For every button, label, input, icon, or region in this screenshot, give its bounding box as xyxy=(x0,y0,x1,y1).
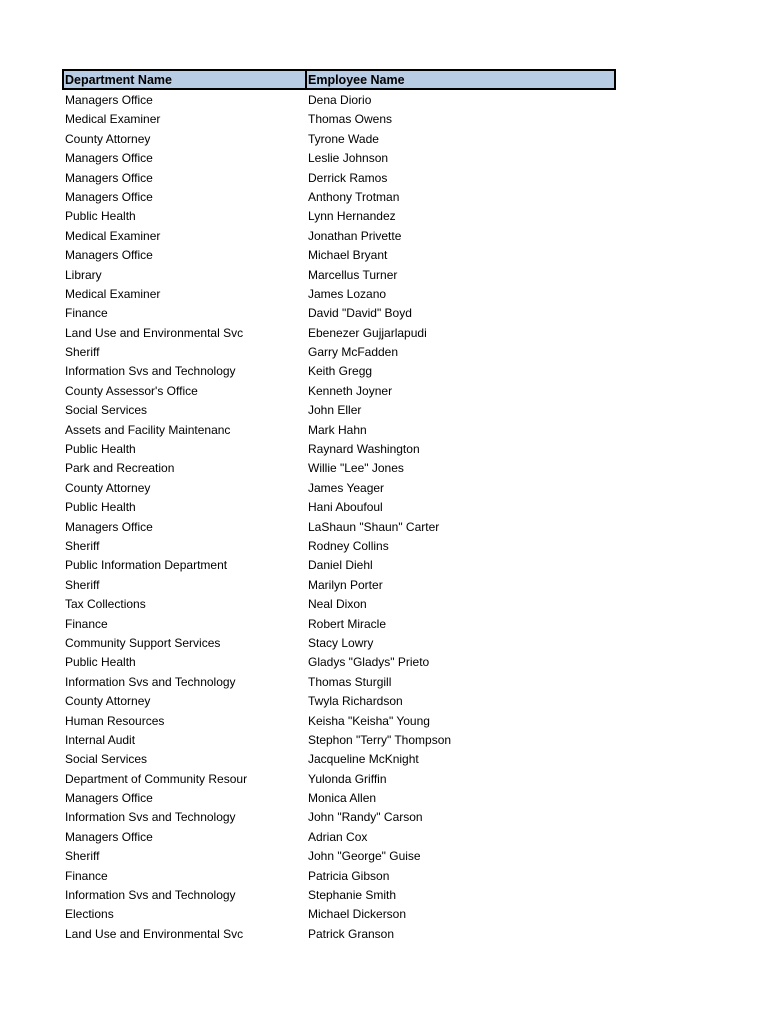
table-row xyxy=(62,246,616,265)
department-cell[interactable]: Social Services xyxy=(65,752,148,767)
table-row xyxy=(62,750,616,769)
employee-cell[interactable]: Neal Dixon xyxy=(308,597,367,612)
table-row xyxy=(62,421,616,440)
employee-cell[interactable]: Raynard Washington xyxy=(308,442,420,457)
department-cell[interactable]: Human Resources xyxy=(65,713,165,728)
table-row xyxy=(62,285,616,304)
table-row xyxy=(62,886,616,905)
employee-cell[interactable]: Stephon "Terry" Thompson xyxy=(308,732,452,747)
employee-cell[interactable]: Dena Diorio xyxy=(308,93,372,107)
table-row xyxy=(62,653,616,672)
employee-cell[interactable]: John "Randy" Carson xyxy=(308,810,423,825)
table-row xyxy=(62,169,616,188)
department-cell[interactable]: Finance xyxy=(65,616,108,631)
table-row xyxy=(62,770,616,789)
table-row xyxy=(62,362,616,381)
department-cell[interactable]: Sheriff xyxy=(65,538,100,553)
department-cell[interactable]: Managers Office xyxy=(65,519,153,534)
department-cell[interactable]: Internal Audit xyxy=(65,732,136,747)
table-row xyxy=(62,712,616,731)
department-cell[interactable]: Assets and Facility Maintenanc xyxy=(65,422,231,437)
table-row xyxy=(62,498,616,517)
department-cell[interactable]: Managers Office xyxy=(65,791,153,806)
employee-cell[interactable]: Michael Bryant xyxy=(308,248,388,263)
department-cell[interactable]: Managers Office xyxy=(65,829,153,844)
department-cell[interactable]: Finance xyxy=(65,306,108,321)
table-row xyxy=(62,266,616,285)
employee-cell[interactable]: Thomas Sturgill xyxy=(308,674,392,689)
employee-cell[interactable]: Yulonda Griffin xyxy=(308,771,387,786)
table-row xyxy=(62,149,616,168)
employee-cell[interactable]: David "David" Boyd xyxy=(308,306,412,321)
column-header-department[interactable]: Department Name xyxy=(64,71,307,88)
employee-cell[interactable]: Monica Allen xyxy=(308,791,377,806)
table-row xyxy=(62,537,616,556)
department-cell[interactable]: Elections xyxy=(65,907,114,922)
employee-cell[interactable]: John Eller xyxy=(308,403,362,418)
table-row xyxy=(62,867,616,886)
employee-cell[interactable]: Leslie Johnson xyxy=(308,151,389,166)
employee-cell[interactable]: Garry McFadden xyxy=(308,345,399,360)
table-row xyxy=(62,673,616,692)
department-cell[interactable]: Finance xyxy=(65,868,108,883)
table-row xyxy=(62,576,616,595)
department-cell[interactable]: Managers Office xyxy=(65,151,153,166)
table-row xyxy=(62,905,616,924)
department-cell[interactable]: Managers Office xyxy=(65,170,153,185)
department-cell[interactable]: Land Use and Environmental Svc xyxy=(65,325,244,340)
table-row xyxy=(62,130,616,149)
table-row xyxy=(62,343,616,362)
employee-cell[interactable]: Patrick Granson xyxy=(308,926,395,941)
table-body xyxy=(62,91,616,944)
department-cell[interactable]: County Attorney xyxy=(65,131,151,146)
employee-cell[interactable]: John "George" Guise xyxy=(308,849,421,864)
employee-cell[interactable]: Kenneth Joyner xyxy=(308,383,393,398)
employee-cell[interactable]: Stacy Lowry xyxy=(308,635,374,650)
table-row xyxy=(62,440,616,459)
department-cell[interactable]: Tax Collections xyxy=(65,597,146,612)
employee-cell[interactable]: Hani Aboufoul xyxy=(308,500,383,515)
employee-cell[interactable]: Anthony Trotman xyxy=(308,189,400,204)
department-cell[interactable]: Managers Office xyxy=(65,248,153,263)
employee-cell[interactable]: Stephanie Smith xyxy=(308,888,397,903)
employee-cell[interactable]: Ebenezer Gujjarlapudi xyxy=(308,325,427,340)
table-row xyxy=(62,91,616,110)
table-row xyxy=(62,110,616,129)
employee-cell[interactable]: Daniel Diehl xyxy=(308,558,373,573)
employee-cell[interactable]: Robert Miracle xyxy=(308,616,387,631)
table-row xyxy=(62,789,616,808)
table-row xyxy=(62,615,616,634)
employee-cell[interactable]: Derrick Ramos xyxy=(308,170,388,185)
department-cell[interactable]: Public Health xyxy=(65,655,136,670)
department-cell[interactable]: Park and Recreation xyxy=(65,461,175,476)
employee-cell[interactable]: Rodney Collins xyxy=(308,538,389,553)
employee-cell[interactable]: Michael Dickerson xyxy=(308,907,407,922)
table-row xyxy=(62,634,616,653)
department-cell[interactable]: Land Use and Environmental Svc xyxy=(65,926,244,941)
table-row xyxy=(62,188,616,207)
table-row xyxy=(62,382,616,401)
department-cell[interactable]: Public Health xyxy=(65,209,136,224)
spreadsheet-table xyxy=(62,69,616,944)
table-row xyxy=(62,227,616,246)
department-cell[interactable]: County Attorney xyxy=(65,694,151,709)
table-row xyxy=(62,595,616,614)
employee-cell[interactable]: Thomas Owens xyxy=(308,112,393,127)
employee-cell[interactable]: Jonathan Privette xyxy=(308,228,402,243)
department-cell[interactable]: Information Svs and Technology xyxy=(65,810,236,825)
employee-cell[interactable]: Gladys "Gladys" Prieto xyxy=(308,655,430,670)
employee-cell[interactable]: Willie "Lee" Jones xyxy=(308,461,404,476)
department-cell[interactable]: Public Health xyxy=(65,442,136,457)
department-cell[interactable]: Sheriff xyxy=(65,849,100,864)
department-cell[interactable]: Library xyxy=(65,267,102,282)
department-cell[interactable]: Managers Office xyxy=(65,93,153,107)
department-cell[interactable]: Medical Examiner xyxy=(65,112,161,127)
table-row xyxy=(62,304,616,323)
table-header-row xyxy=(62,69,616,90)
employee-cell[interactable]: Marcellus Turner xyxy=(308,267,398,282)
employee-cell[interactable]: Twyla Richardson xyxy=(308,694,403,709)
department-cell[interactable]: County Attorney xyxy=(65,480,151,495)
table-row xyxy=(62,401,616,420)
department-cell[interactable]: Sheriff xyxy=(65,345,100,360)
department-cell[interactable]: Public Information Department xyxy=(65,558,228,573)
table-row xyxy=(62,479,616,498)
table-row xyxy=(62,692,616,711)
table-row xyxy=(62,808,616,827)
table-row xyxy=(62,828,616,847)
employee-cell[interactable]: Patricia Gibson xyxy=(308,868,390,883)
employee-cell[interactable]: Mark Hahn xyxy=(308,422,367,437)
department-cell[interactable]: Medical Examiner xyxy=(65,286,161,301)
department-cell[interactable]: Medical Examiner xyxy=(65,228,161,243)
employee-cell[interactable]: Adrian Cox xyxy=(308,829,368,844)
department-cell[interactable]: County Assessor's Office xyxy=(65,383,198,398)
department-cell[interactable]: Managers Office xyxy=(65,189,153,204)
employee-cell[interactable]: LaShaun "Shaun" Carter xyxy=(308,519,440,534)
table-row xyxy=(62,731,616,750)
employee-cell[interactable]: James Yeager xyxy=(308,480,385,495)
department-cell[interactable]: Information Svs and Technology xyxy=(65,888,236,903)
table-row xyxy=(62,207,616,226)
department-cell[interactable]: Information Svs and Technology xyxy=(65,674,236,689)
employee-cell[interactable]: Keith Gregg xyxy=(308,364,373,379)
table-row xyxy=(62,324,616,343)
table-row xyxy=(62,925,616,944)
employee-cell[interactable]: Keisha "Keisha" Young xyxy=(308,713,430,728)
column-header-employee[interactable]: Employee Name xyxy=(308,73,405,87)
department-cell[interactable]: Sheriff xyxy=(65,577,100,592)
department-cell[interactable]: Public Health xyxy=(65,500,136,515)
department-cell[interactable]: Community Support Services xyxy=(65,635,221,650)
employee-cell[interactable]: Tyrone Wade xyxy=(308,131,379,146)
table-row xyxy=(62,847,616,866)
table-row xyxy=(62,459,616,478)
employee-cell[interactable]: Lynn Hernandez xyxy=(308,209,396,224)
employee-cell[interactable]: Jacqueline McKnight xyxy=(308,752,419,767)
department-cell[interactable]: Social Services xyxy=(65,403,148,418)
table-row xyxy=(62,518,616,537)
department-cell[interactable]: Information Svs and Technology xyxy=(65,364,236,379)
table-row xyxy=(62,556,616,575)
department-cell[interactable]: Department of Community Resour xyxy=(65,771,248,786)
employee-cell[interactable]: Marilyn Porter xyxy=(308,577,383,592)
employee-cell[interactable]: James Lozano xyxy=(308,286,387,301)
